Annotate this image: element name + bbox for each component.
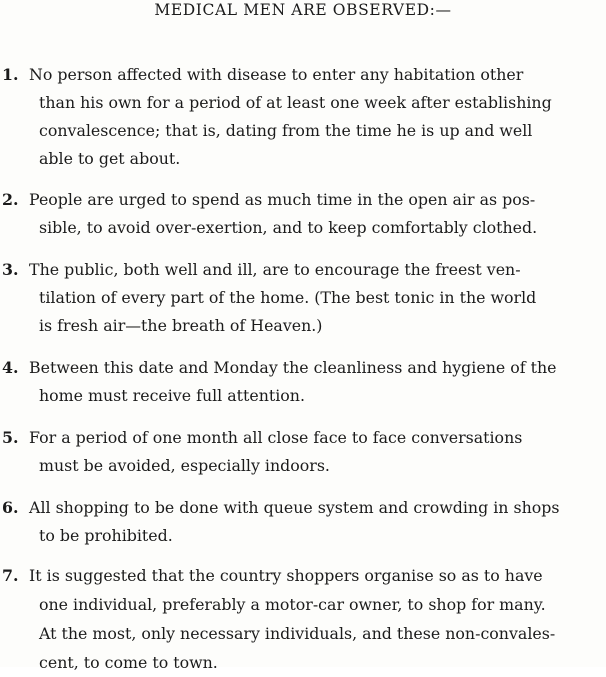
- item-number: 1.: [2, 65, 19, 84]
- item-number: 7.: [2, 566, 19, 585]
- list-item-6: [2, 494, 606, 550]
- list-item-line: cent, to come to town.: [39, 653, 218, 672]
- list-item-5: [2, 424, 606, 480]
- section-heading: MEDICAL MEN ARE OBSERVED:—: [154, 1, 452, 19]
- list-item-line: sible, to avoid over-exertion, and to keep comfortably clothed.: [39, 218, 538, 237]
- list-item-3: [2, 256, 606, 340]
- list-item-2: [2, 186, 606, 242]
- item-number: 6.: [2, 498, 19, 517]
- list-item-line: to be prohibited.: [39, 526, 173, 545]
- list-item-1: [2, 61, 606, 173]
- list-item-line: [2, 561, 606, 590]
- list-item-line: than his own for a period of at least one week after establishing: [39, 93, 552, 112]
- item-number: 2.: [2, 190, 19, 209]
- list-item-line: tilation of every part of the home. (The best tonic in the world: [39, 288, 537, 307]
- list-item-line: [2, 256, 606, 284]
- item-text: It is suggested that the country shoppers organise so as to have: [29, 566, 543, 585]
- list-item-line: [2, 61, 606, 89]
- list-item-line: must be avoided, especially indoors.: [39, 456, 330, 475]
- list-item-line: [2, 354, 606, 382]
- list-item-line: convalescence; that is, dating from the time he is up and well: [39, 121, 533, 140]
- list-item-line: home must receive full attention.: [39, 386, 305, 405]
- item-number: 3.: [2, 260, 19, 279]
- item-text: All shopping to be done with queue system and crowding in shops: [29, 498, 560, 517]
- item-text: The public, both well and ill, are to encourage the freest ven-: [29, 260, 521, 279]
- list-item-line: able to get about.: [39, 149, 181, 168]
- list-item-4: [2, 354, 606, 410]
- list-item-line: [2, 494, 606, 522]
- list-item-line: [2, 186, 606, 214]
- item-text: People are urged to spend as much time in the open air as pos-: [29, 190, 536, 209]
- list-item-line: [2, 424, 606, 452]
- list-item-line: is fresh air—the breath of Heaven.): [39, 316, 323, 335]
- item-text: Between this date and Monday the cleanliness and hygiene of the: [29, 358, 557, 377]
- list-item-7: [2, 561, 606, 677]
- item-number: 5.: [2, 428, 19, 447]
- item-text: No person affected with disease to enter any habitation other: [29, 65, 524, 84]
- item-text: For a period of one month all close face to face conversations: [29, 428, 523, 447]
- list-item-line: At the most, only necessary individuals, and these non-convales-: [39, 624, 556, 643]
- item-number: 4.: [2, 358, 19, 377]
- list-item-line: one individual, preferably a motor-car owner, to shop for many.: [39, 595, 546, 614]
